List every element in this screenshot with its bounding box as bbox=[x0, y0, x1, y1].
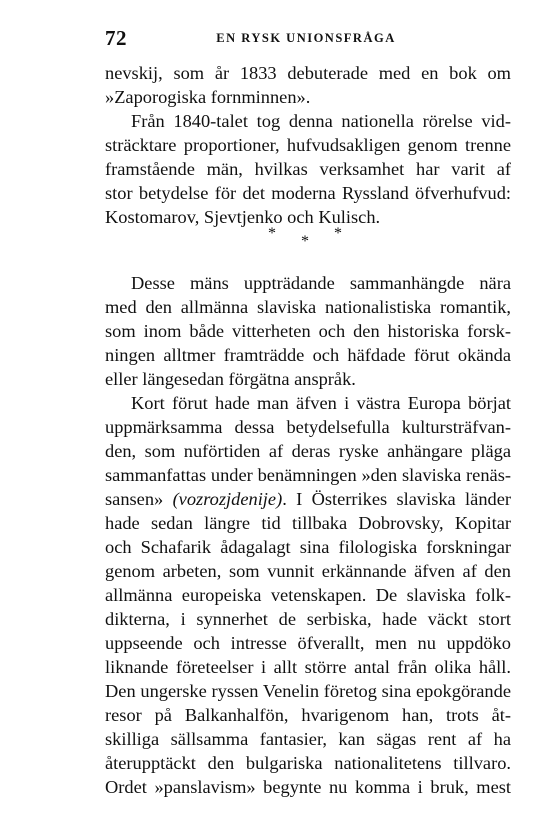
asterisk-icon: * bbox=[334, 225, 342, 242]
page-header bbox=[100, 26, 512, 52]
asterisk-icon: * bbox=[268, 225, 276, 242]
text-line: Den ungerske ryssen Venelin företog sina epokgörande bbox=[105, 681, 511, 701]
text-line: liknande företeelser i allt större antal från olika håll. bbox=[105, 657, 511, 677]
text-line: Ordet »panslavism» begynte nu komma i bruk, mest bbox=[105, 777, 511, 797]
text-line: Kostomarov, Sjevtjenko och Kulisch. bbox=[105, 207, 381, 227]
text-line: som inom både vitterheten och den historiska forsk- bbox=[105, 321, 511, 341]
text-line: »Zaporogiska fornminnen». bbox=[105, 87, 311, 107]
text-line: Desse mäns uppträdande sammanhängde nära bbox=[131, 273, 511, 293]
text-line: framstående män, hvilkas verksamhet har varit af bbox=[105, 159, 511, 179]
asterisk-icon: * bbox=[301, 233, 309, 250]
text-line: resor på Balkanhalfön, hvarigenom han, trots åt- bbox=[105, 705, 511, 725]
text-line: den, som nuförtiden af deras ryske anhängare pläga bbox=[105, 441, 511, 461]
page-number: 72 bbox=[105, 26, 127, 50]
text-line: sammanfattas under benämningen »den slaviska renäs- bbox=[105, 465, 511, 485]
italic-term: (vozrozjdenije) bbox=[172, 489, 283, 509]
text-line: skilliga sällsamma fantasier, kan sägas rent af ha bbox=[105, 729, 511, 749]
text-line: uppmärksamma dessa betydelsefulla kultursträfvan- bbox=[105, 417, 511, 437]
text-line: med den allmänna slaviska nationalistiska romantik, bbox=[105, 297, 511, 317]
section-break bbox=[0, 222, 560, 252]
running-head: EN RYSK UNIONSFRÅGA bbox=[216, 31, 396, 45]
text-line: och Schafarik ådagalagt sina filologiska forskningar bbox=[105, 537, 511, 557]
text-line: eller längesedan förgätna anspråk. bbox=[105, 369, 356, 389]
text-line: hade sedan längre tid tillbaka Dobrovsky, Kopitar bbox=[105, 513, 511, 533]
text-line: uppseende och intresse öfverallt, men nu uppdöko bbox=[105, 633, 511, 653]
text-line: återupptäckt den bulgariska nationalitetens tillvaro. bbox=[105, 753, 511, 773]
text-line: allmänna europeiska vetenskapen. De slaviska folk- bbox=[105, 585, 511, 605]
text-line: Kort förut hade man äfven i västra Europa börjat bbox=[131, 393, 511, 413]
text-line: dikterna, i synnerhet de serbiska, hade väckt stort bbox=[105, 609, 511, 629]
text-line: sträcktare proportioner, hufvudsakligen genom trenne bbox=[105, 135, 511, 155]
text-line: sansen» (vozrozjdenije). I Österrikes slaviska länder bbox=[105, 489, 511, 509]
text-line: ningen alltmer framträdde och häfdade förut okända bbox=[105, 345, 511, 365]
text-line: nevskij, som år 1833 debuterade med en bok om bbox=[105, 63, 511, 83]
text-line: Från 1840-talet tog denna nationella rörelse vid- bbox=[131, 111, 511, 131]
text-line: stor betydelse för det moderna Ryssland öfverhufvud: bbox=[105, 183, 511, 203]
text-line: genom arbeten, som vunnit erkännande äfven af den bbox=[105, 561, 511, 581]
